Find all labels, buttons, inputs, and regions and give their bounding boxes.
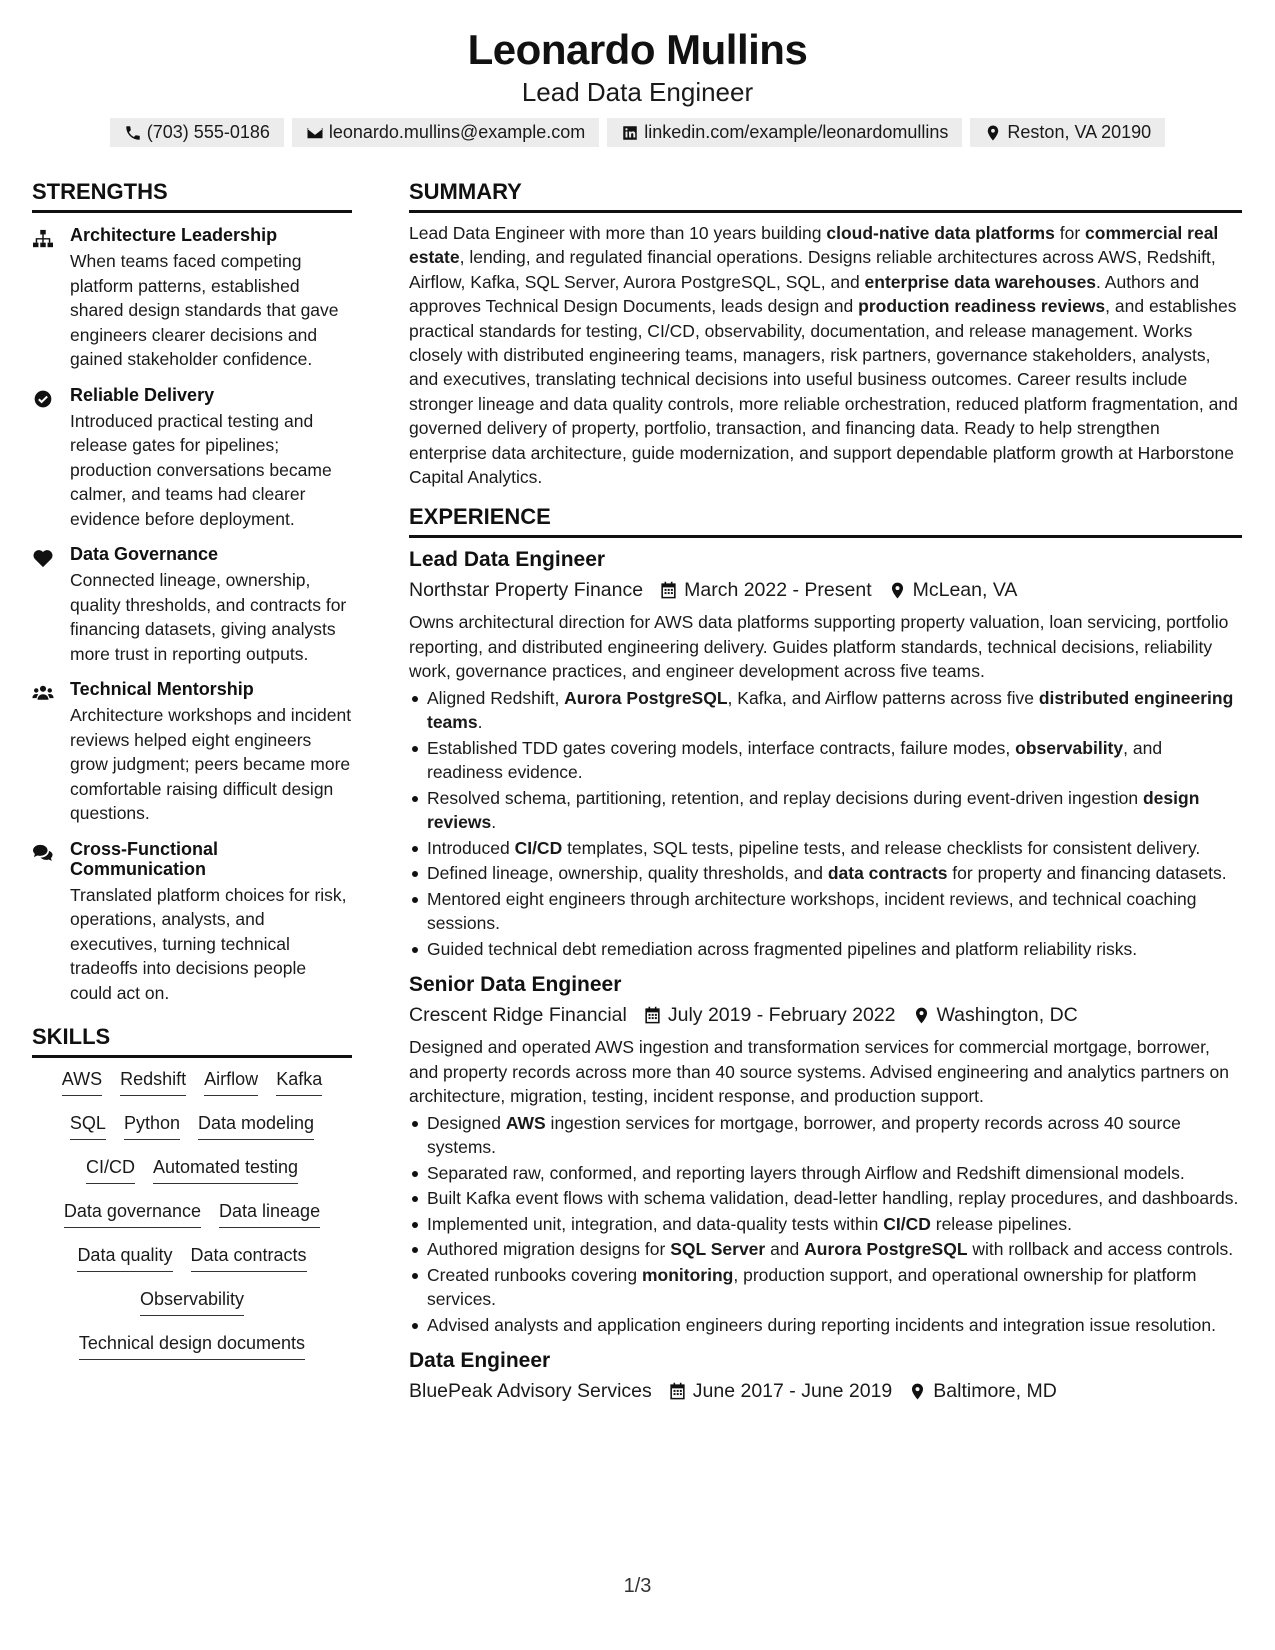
job-bullet <box>409 1313 1242 1338</box>
job-meta <box>409 1377 1242 1405</box>
job-dates: June 2017 - June 2019 <box>692 1380 893 1403</box>
bullet-seg: , Kafka, and Airflow patterns across five <box>727 687 1039 708</box>
bullet-seg: Designed <box>427 1112 506 1133</box>
job-title: Data Engineer <box>409 1349 551 1373</box>
job-entry <box>409 971 1242 1337</box>
summary-seg-bold: commercial real estate <box>409 223 1219 268</box>
skill-tag: Data contracts <box>191 1242 307 1272</box>
job-title: Senior Data Engineer <box>409 973 622 997</box>
summary-seg: Lead Data Engineer with more than 10 years building <box>409 223 827 243</box>
bullet-seg: Advised analysts and application engineers during reporting incidents and integration issue resolution. <box>427 1314 1216 1335</box>
job-location: Washington, DC <box>936 1004 1078 1027</box>
job-desc: Designed and operated AWS ingestion and transformation services for commercial mortgage, borrower, and property records across more than 40 source systems. Advised engineering and analytics partners on architecture, migration, testing, incident response, and production support. <box>409 1037 1230 1107</box>
contact-linkedin[interactable] <box>607 118 962 147</box>
job-bullet <box>409 686 1242 735</box>
job-location: McLean, VA <box>912 579 1018 602</box>
users-icon <box>32 683 54 703</box>
check-circle-icon <box>32 389 54 409</box>
skill-tag: Kafka <box>276 1066 322 1096</box>
job-bullet <box>409 861 1242 886</box>
job-bullet <box>409 736 1242 785</box>
job-meta <box>409 1001 1242 1029</box>
bullet-seg: data contracts <box>827 863 948 884</box>
bullet-seg: . <box>477 712 483 733</box>
strength-item <box>32 839 352 1006</box>
job-bullet <box>409 1263 1242 1312</box>
skill-tag: Automated testing <box>153 1154 298 1184</box>
job-entry <box>409 1347 1242 1405</box>
skill-tag: Redshift <box>120 1066 186 1096</box>
bullet-seg: , production support, and operational ownership for platform services. <box>427 1264 1197 1310</box>
envelope-icon <box>306 124 324 142</box>
strengths-list <box>32 225 352 1005</box>
strength-title: Reliable Delivery <box>70 384 215 405</box>
strength-item <box>32 544 352 666</box>
summary-heading: SUMMARY <box>409 178 1242 213</box>
skills-section <box>32 1023 352 1374</box>
skill-tag: AWS <box>62 1066 102 1096</box>
experience-section <box>409 503 1242 1405</box>
job-desc: Owns architectural direction for AWS data platforms supporting property valuation, loan servicing, portfolio reporting, and distributed engineering delivery. Guides platform standards, technical decisions, reliability work, governance practices, and engineer development across five teams. <box>409 612 1229 682</box>
contact-phone-text: (703) 555-0186 <box>146 122 270 142</box>
comments-icon <box>32 843 54 863</box>
strength-desc: Translated platform choices for risk, operations, analysts, and executives, turning technical tradeoffs into decisions people could act on. <box>70 884 347 1003</box>
map-pin-icon <box>984 124 1002 142</box>
skill-tag: SQL <box>70 1110 106 1140</box>
bullet-seg: observability <box>1015 737 1124 758</box>
job-bullet <box>409 1237 1242 1262</box>
skill-tag: Technical design documents <box>79 1330 305 1360</box>
map-pin-icon <box>888 581 907 600</box>
contact-linkedin-text: linkedin.com/example/leonardomullins <box>644 122 949 142</box>
bullet-seg: Defined lineage, ownership, quality thresholds, and <box>427 863 828 884</box>
strength-desc: Architecture workshops and incident reviews helped eight engineers grow judgment; peers became more comfortable raising difficult design questions. <box>70 705 352 823</box>
candidate-title: Lead Data Engineer <box>521 77 754 107</box>
calendar-icon <box>659 581 678 600</box>
page-number: 1/3 <box>623 1575 652 1597</box>
left-column <box>32 178 352 1374</box>
bullet-seg: Resolved schema, partitioning, retention, and replay decisions during event-driven ingestion <box>427 787 1143 808</box>
bullet-seg: Established TDD gates covering models, interface contracts, failure modes, <box>427 737 1016 758</box>
bullet-seg: Aurora PostgreSQL <box>804 1239 968 1260</box>
skills-heading: SKILLS <box>32 1023 352 1058</box>
bullet-seg: . <box>491 812 497 833</box>
job-company: Crescent Ridge Financial <box>409 1004 627 1027</box>
linkedin-icon <box>621 124 639 142</box>
contact-phone[interactable] <box>110 118 284 147</box>
bullet-seg: templates, SQL tests, pipeline tests, and release checklists for consistent delivery. <box>562 837 1201 858</box>
bullet-seg: Guided technical debt remediation across fragmented pipelines and platform reliability risks. <box>427 938 1138 959</box>
job-bullet <box>409 1186 1242 1211</box>
calendar-icon <box>643 1006 662 1025</box>
map-pin-icon <box>912 1006 931 1025</box>
right-column <box>409 178 1242 1405</box>
contact-bar <box>0 118 1275 147</box>
summary-seg-bold: production readiness reviews <box>858 296 1106 317</box>
strength-desc: Connected lineage, ownership, quality thresholds, and contracts for financing datasets, giving analysts more trust in reporting outputs. <box>70 570 347 664</box>
bullet-seg: Aurora PostgreSQL <box>564 687 728 708</box>
map-pin-icon <box>908 1382 927 1401</box>
job-bullet <box>409 1111 1242 1160</box>
bullet-seg: release pipelines. <box>930 1213 1072 1234</box>
bullet-seg: Built Kafka event flows with schema validation, dead-letter handling, replay procedures, and dashboards. <box>427 1188 1239 1209</box>
bullet-seg: SQL Server <box>670 1239 766 1260</box>
summary-seg: , and establishes practical standards for testing, CI/CD, observability, documentation, and release management. Works closely with distributed engineering teams, managers, risk partners, governance stakeholders, analysts, and executives, translating technical decisions into useful business outcomes. Career results include stronger lineage and data quality controls, more reliable orchestration, reduced platform fragmentation, and governed delivery of property, portfolio, transaction, and financing data. Ready to help strengthen enterprise data architecture, guide modernization, and support dependable platform growth at Harborstone Capital Analytics. <box>409 296 1238 488</box>
job-company: BluePeak Advisory Services <box>409 1380 652 1403</box>
bullet-seg: CI/CD <box>514 837 563 858</box>
job-bullets <box>409 686 1242 962</box>
strength-title: Cross-Functional Communication <box>70 838 219 879</box>
bullet-seg: for property and financing datasets. <box>947 863 1227 884</box>
phone-icon <box>124 124 142 142</box>
bullet-seg: design reviews <box>427 787 1200 833</box>
job-bullets <box>409 1111 1242 1338</box>
summary-seg: for <box>1054 223 1086 243</box>
strength-title: Technical Mentorship <box>70 679 254 699</box>
strength-desc: Introduced practical testing and release gates for pipelines; production conversations became calmer, and teams had clearer evidence before deployment. <box>70 410 332 529</box>
strength-item <box>32 225 352 372</box>
skills-list <box>32 1066 352 1374</box>
job-meta <box>409 576 1242 604</box>
contact-email-text: leonardo.mullins@example.com <box>328 122 586 142</box>
strengths-heading: STRENGTHS <box>32 178 352 213</box>
job-bullet <box>409 937 1242 962</box>
resume-header <box>0 24 1275 147</box>
bullet-seg: Created runbooks covering <box>427 1264 642 1285</box>
strength-title: Data Governance <box>70 544 219 564</box>
summary-section <box>409 178 1242 489</box>
sitemap-icon <box>32 229 54 249</box>
bullet-seg: Implemented unit, integration, and data-quality tests within <box>427 1213 884 1234</box>
skill-tag: Data quality <box>77 1242 172 1272</box>
strength-item <box>32 679 352 826</box>
strength-item <box>32 385 352 532</box>
bullet-seg: Mentored eight engineers through architecture workshops, incident reviews, and technical coaching sessions. <box>427 888 1197 934</box>
bullet-seg: distributed engineering teams <box>427 687 1234 733</box>
contact-location-text: Reston, VA 20190 <box>1007 122 1152 142</box>
summary-seg-bold: enterprise data warehouses <box>864 271 1097 292</box>
bullet-seg: Separated raw, conformed, and reporting layers through Airflow and Redshift dimensional models. <box>427 1162 1185 1183</box>
bullet-seg: AWS <box>505 1112 546 1133</box>
bullet-seg: monitoring <box>641 1264 734 1285</box>
summary-seg: . Authors and approves Technical Design Documents, leads design and <box>409 271 1200 317</box>
job-bullet <box>409 836 1242 861</box>
experience-heading: EXPERIENCE <box>409 503 1242 538</box>
job-dates: July 2019 - February 2022 <box>667 1004 896 1027</box>
job-bullet <box>409 1212 1242 1237</box>
skill-tag: Data modeling <box>198 1110 314 1140</box>
bullet-seg: Aligned Redshift, <box>427 687 565 708</box>
skill-tag: Data governance <box>64 1198 201 1228</box>
summary-seg-bold: cloud-native data platforms <box>826 223 1055 243</box>
bullet-seg: with rollback and access controls. <box>967 1239 1234 1260</box>
job-list <box>409 546 1242 1405</box>
bullet-seg: Introduced <box>427 837 515 858</box>
job-bullet <box>409 1161 1242 1186</box>
summary-text <box>409 221 1242 489</box>
bullet-seg: and <box>765 1239 805 1260</box>
contact-email[interactable] <box>292 118 599 147</box>
skill-tag: Python <box>124 1110 180 1140</box>
job-title: Lead Data Engineer <box>409 548 606 572</box>
job-dates: March 2022 - Present <box>684 579 872 602</box>
bullet-seg: Authored migration designs for <box>427 1239 671 1260</box>
bullet-seg: , and readiness evidence. <box>427 737 1163 783</box>
heart-icon <box>32 548 54 568</box>
strength-desc: When teams faced competing platform patterns, established shared design standards that gave engineers clearer decisions and gained stakeholder confidence. <box>70 251 339 369</box>
job-company: Northstar Property Finance <box>409 579 644 602</box>
calendar-icon <box>668 1382 687 1401</box>
candidate-name: Leonardo Mullins <box>467 26 808 73</box>
skill-tag: CI/CD <box>86 1154 135 1184</box>
skill-tag: Airflow <box>204 1066 258 1096</box>
bullet-seg: CI/CD <box>883 1213 931 1234</box>
job-entry <box>409 546 1242 961</box>
job-bullet <box>409 786 1242 835</box>
job-bullet <box>409 887 1242 936</box>
skill-tag: Data lineage <box>219 1198 320 1228</box>
job-location: Baltimore, MD <box>933 1380 1057 1403</box>
strengths-section <box>32 178 352 1005</box>
summary-seg: , lending, and regulated financial operations. Designs reliable architectures across AWS, Redshift, Airflow, Kafka, SQL Server, Aurora PostgreSQL, SQL, and <box>409 247 1216 292</box>
contact-location <box>970 118 1165 147</box>
skill-tag: Observability <box>140 1286 244 1316</box>
strength-title: Architecture Leadership <box>70 225 278 245</box>
bullet-seg: ingestion services for mortgage, borrower, and property records across 40 source systems. <box>427 1112 1181 1158</box>
